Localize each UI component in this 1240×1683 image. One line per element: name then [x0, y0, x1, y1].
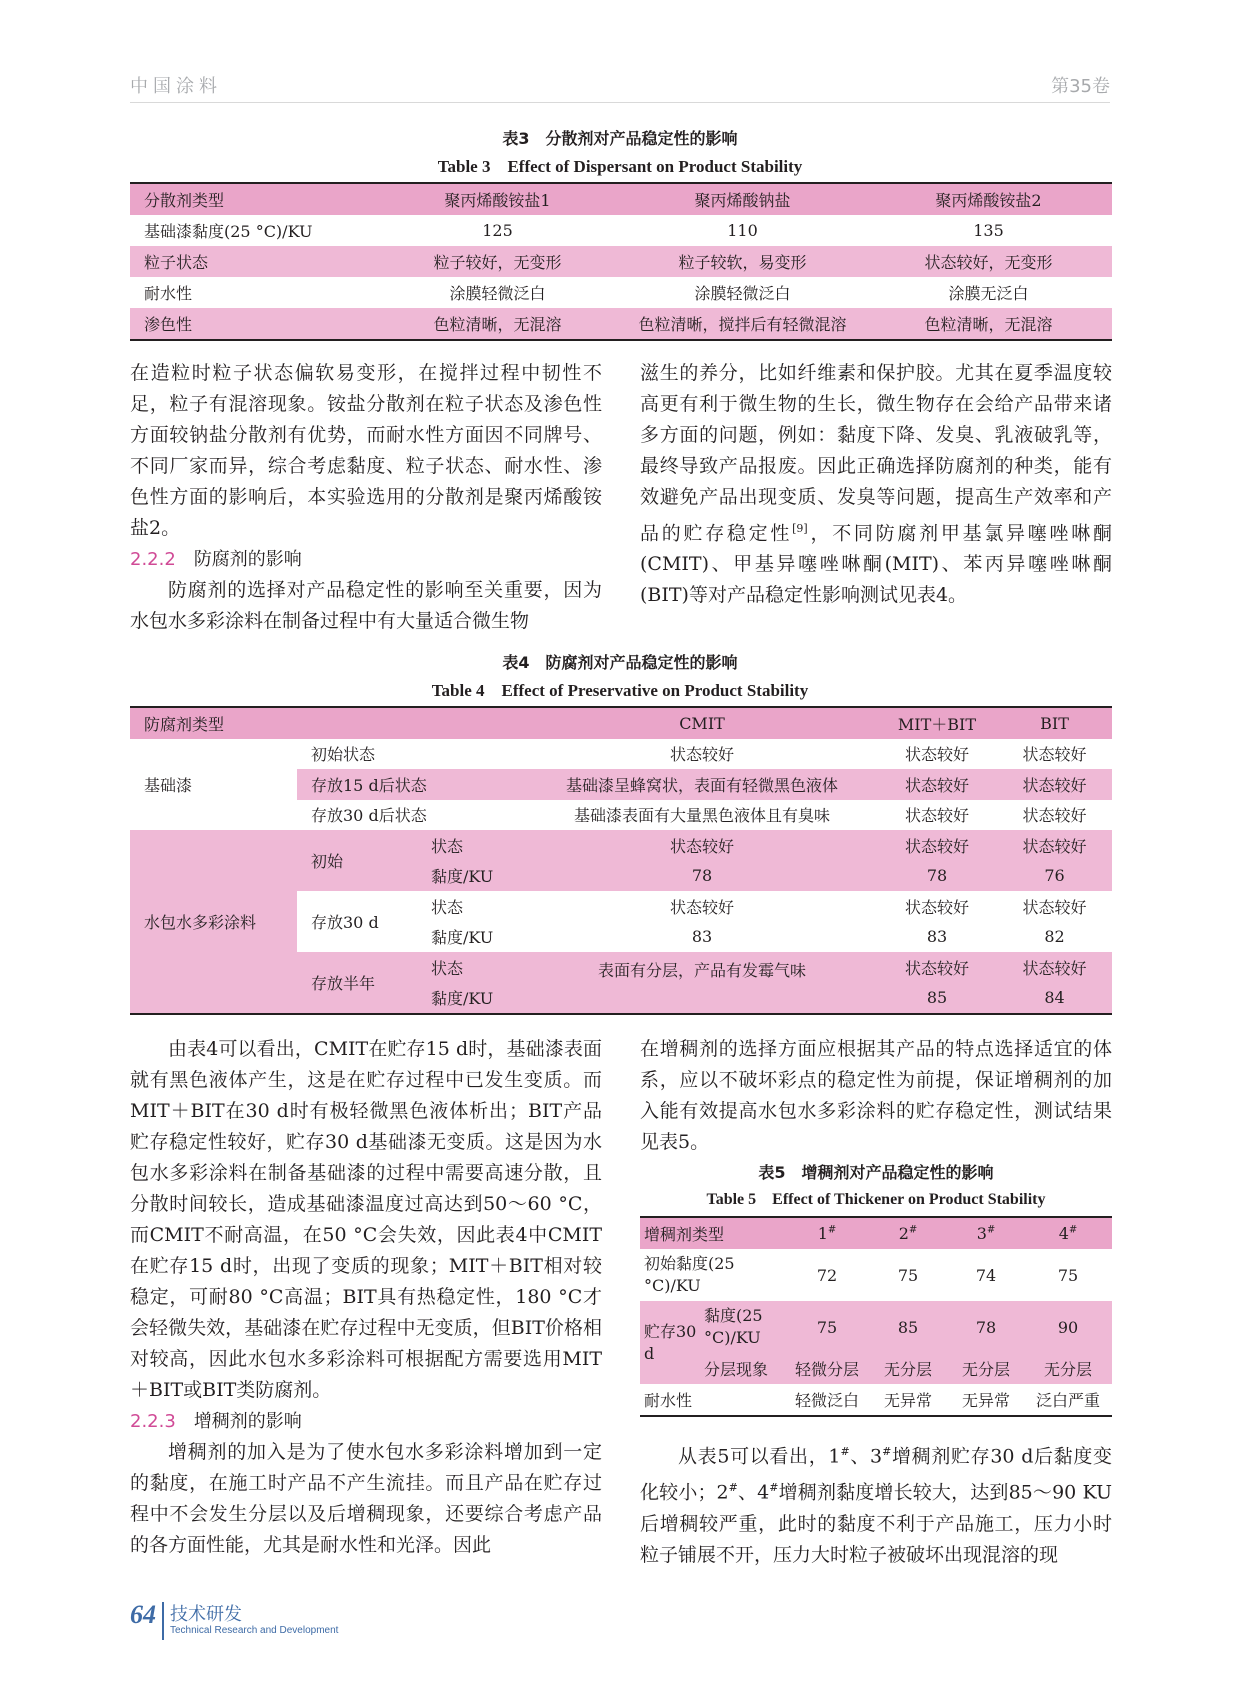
sup-mark: # [882, 1445, 892, 1458]
table-row [640, 1301, 1112, 1353]
row-label: 初始黏度(25 °C)/KU [644, 1254, 735, 1295]
text: 、3 [849, 1445, 883, 1468]
row-label: 初始状态 [311, 745, 376, 765]
paragraph [640, 358, 1112, 611]
row-label: 耐水性 [144, 284, 193, 303]
table-header-row [130, 707, 1112, 739]
cell: 色粒清晰，搅拌后有轻微混溶 [638, 315, 847, 334]
cell: 85 [897, 1317, 919, 1337]
cell: 状态较好 [1022, 958, 1087, 978]
text: 增稠剂黏度增长较大，达到85～90 KU后增稠较严重，此时的黏度不利于产品施工，压力小时粒子铺展不开，压力大时粒子被破坏出现混溶的现 [640, 1481, 1112, 1566]
cell: 75 [1057, 1265, 1079, 1285]
row-label: 存放30 d后状态 [311, 806, 427, 826]
row-label: 粒子状态 [144, 253, 209, 272]
cell: 状态较好 [904, 958, 969, 978]
header-cell: CMIT [679, 713, 725, 733]
cell: 75 [897, 1265, 919, 1285]
cell: 82 [1044, 927, 1065, 947]
cell: 状态较好 [1022, 836, 1087, 856]
cell: 83 [691, 927, 713, 947]
header-cell [786, 1217, 868, 1249]
text: ，不同防腐剂甲基氯异噻唑啉酮(CMIT)、甲基异噻唑啉酮(MIT)、苯丙异噻唑啉酮(BIT)等对产品稳定性影响测试见表4。 [640, 522, 1112, 607]
cell: 75 [816, 1317, 838, 1337]
cell: 无异常 [883, 1391, 932, 1410]
paragraph: 在造粒时粒子状态偏软易变形，在搅拌过程中韧性不足，粒子有混溶现象。铵盐分散剂在粒子状态及渗色性方面较钠盐分散剂有优势，而耐水性方面因不同牌号、不同厂家而异，综合考虑黏度、粒子状态、耐水性、渗色性方面的影响后，本实验选用的分散剂是聚丙烯酸铵盐2。 [130, 362, 602, 539]
cell: 粒子较软，易变形 [678, 253, 807, 272]
table-row [640, 1384, 1112, 1416]
citation: [9] [792, 522, 808, 535]
cell: 78 [926, 866, 948, 886]
row-label: 存放15 d后状态 [311, 775, 427, 795]
cell: 无分层 [1043, 1360, 1092, 1379]
header-cell: 聚丙烯酸钠盐 [694, 191, 791, 210]
cell: 135 [973, 221, 1004, 240]
page-number: 64 [130, 1600, 156, 1629]
section-number: 2.2.2 [130, 549, 176, 570]
cell: 状态较好 [1022, 745, 1087, 765]
row-label: 基础漆黏度(25 °C)/KU [144, 222, 313, 241]
sup-mark: # [769, 1481, 779, 1495]
table3-caption-cn: 表3 分散剂对产品稳定性的影响 [502, 129, 738, 148]
text: 从表5可以看出，1 [678, 1445, 841, 1468]
table-row [130, 215, 1112, 246]
cell: 色粒清晰，无混溶 [433, 315, 562, 334]
volume-label: 第35卷 [1051, 76, 1110, 97]
sup-mark: # [908, 1224, 918, 1236]
cell: 状态较好 [1022, 775, 1087, 795]
row-label: 黏度/KU [431, 989, 494, 1009]
row-label: 渗色性 [144, 315, 193, 334]
right-column-mid [640, 1034, 1112, 1158]
section-heading-2-2-2 [130, 544, 602, 575]
col-label: 1 [817, 1224, 828, 1243]
cell: 无异常 [961, 1391, 1010, 1410]
table3 [130, 182, 1112, 341]
cell: 76 [1044, 866, 1065, 886]
paragraph [640, 1436, 1112, 1571]
header-cell: 聚丙烯酸铵盐1 [444, 191, 551, 210]
cell: 无分层 [883, 1360, 932, 1379]
footer-section-en: Technical Research and Development [170, 1625, 339, 1636]
table4-caption-en: Table 4 Effect of Preservative on Product Stability [431, 681, 809, 700]
cell: 85 [926, 988, 948, 1008]
header-cell: 防腐剂类型 [144, 714, 225, 734]
table3-caption-en: Table 3 Effect of Dispersant on Product Stability [437, 157, 803, 176]
group-label: 贮存30 d [644, 1321, 697, 1363]
table-row [640, 1353, 1112, 1384]
cell: 状态较好，无变形 [924, 253, 1053, 272]
row-label: 黏度/KU [431, 867, 494, 887]
cell: 状态较好 [904, 836, 969, 856]
row-label: 黏度(25 °C)/KU [704, 1306, 763, 1347]
cell: 基础漆呈蜂窝状，表面有轻微黑色液体 [565, 775, 838, 795]
text: 增稠剂贮存30 d后黏度变化较小；2 [640, 1445, 1112, 1504]
cell: 状态较好 [1022, 806, 1087, 826]
row-label: 状态 [431, 836, 464, 856]
table-header-row [640, 1217, 1112, 1249]
cell: 状态较好 [904, 775, 969, 795]
col-label: 3 [976, 1224, 987, 1243]
table-row [130, 739, 1112, 770]
cell: 无分层 [961, 1360, 1010, 1379]
header-cell: BIT [1040, 713, 1069, 733]
cell: 涂膜无泛白 [948, 284, 1029, 303]
right-column-top [640, 358, 1112, 611]
sup-mark: # [986, 1224, 996, 1236]
cell: 泛白严重 [1035, 1391, 1100, 1410]
paragraph: 防腐剂的选择对产品稳定性的影响至关重要，因为水包水多彩涂料在制备过程中有大量适合微生物 [130, 579, 602, 632]
text: 滋生的养分，比如纤维素和保护胶。尤其在夏季温度较高更有利于微生物的生长，微生物存在会给产品带来诸多方面的问题，例如：黏度下降、发臭、乳液破乳等，最终导致产品报废。因此正确选择防腐剂的种类，能有效避免产品出现变质、发臭等问题，提高生产效率和产品的贮存稳定性 [640, 362, 1112, 545]
cell: 78 [691, 866, 713, 886]
header-cell: MIT＋BIT [897, 714, 977, 734]
row-label: 耐水性 [644, 1391, 693, 1410]
sup-mark: # [827, 1224, 837, 1236]
cell: 色粒清晰，无混溶 [924, 315, 1053, 334]
table-row [130, 308, 1112, 340]
cell: 90 [1057, 1317, 1079, 1337]
cell: 84 [1044, 988, 1065, 1008]
section-title: 防腐剂的影响 [193, 549, 302, 570]
header-cell [868, 1217, 948, 1249]
cell: 83 [926, 927, 948, 947]
table5-caption-cn: 表5 增稠剂对产品稳定性的影响 [758, 1163, 994, 1182]
table4 [130, 706, 1112, 1015]
table-row [130, 246, 1112, 277]
footer-section-cn: 技术研发 [170, 1604, 242, 1625]
cell: 表面有分层，产品有发霉气味 [597, 961, 806, 980]
sup-mark: # [1068, 1224, 1078, 1236]
cell: 状态较好 [669, 745, 734, 765]
footer-divider [162, 1602, 164, 1640]
header-cell: 聚丙烯酸铵盐2 [935, 191, 1042, 210]
right-column-bottom [640, 1436, 1112, 1571]
sup-mark: # [728, 1481, 738, 1495]
period-label: 存放30 d [311, 913, 379, 932]
row-label: 状态 [431, 897, 464, 917]
header-cell: 增稠剂类型 [644, 1225, 725, 1244]
paragraph: 由表4可以看出，CMIT在贮存15 d时，基础漆表面就有黑色液体产生，这是在贮存过程中已发生变质。而MIT＋BIT在30 d时有极轻微黑色液体析出；BIT产品贮存稳定性较好，贮存30 d基础漆无变质。这是因为水包水多彩涂料在制备基础漆的过程中需要高速分散，且分散时间较长，造成基础漆温度过高达到50～60 °C，而CMIT不耐高温，在50 °C会失效，因此表4中CMIT在贮存15 d时，出现了变质的现象；MIT＋BIT相对较稳定，可耐80 °C高温；BIT具有热稳定性，180 °C才会轻微失效，基础漆在贮存过程中无变质，但BIT价格相对较高，因此水包水多彩涂料可根据配方需要选用MIT＋BIT或BIT类防腐剂。 [130, 1038, 602, 1401]
cell: 涂膜轻微泛白 [694, 284, 791, 303]
table5-caption-en: Table 5 Effect of Thickener on Product Stability [706, 1191, 1046, 1208]
row-label: 状态 [431, 958, 464, 978]
paragraph: 在增稠剂的选择方面应根据其产品的特点选择适宜的体系，应以不破坏彩点的稳定性为前提，保证增稠剂的加入能有效提高水包水多彩涂料的贮存稳定性，测试结果见表5。 [640, 1038, 1112, 1153]
cell: 状态较好 [904, 745, 969, 765]
cell: 状态较好 [669, 836, 734, 856]
cell: 粒子较好，无变形 [433, 253, 562, 272]
col-label: 4 [1058, 1224, 1069, 1243]
section-title: 增稠剂的影响 [193, 1411, 302, 1432]
cell: 基础漆表面有大量黑色液体且有臭味 [573, 806, 830, 826]
section-number: 2.2.3 [130, 1411, 176, 1432]
cell: 状态较好 [904, 806, 969, 826]
table5 [640, 1216, 1112, 1417]
period-label: 初始 [311, 852, 344, 871]
header-cell [1024, 1217, 1112, 1249]
row-label: 黏度/KU [431, 928, 494, 948]
sup-mark: # [840, 1445, 850, 1458]
table-header-row [130, 183, 1112, 215]
cell: 78 [975, 1317, 997, 1337]
section-heading-2-2-3 [130, 1406, 602, 1437]
text: 、4 [737, 1481, 770, 1504]
cell: 状态较好 [1022, 897, 1087, 917]
group-label: 水包水多彩涂料 [130, 830, 297, 1014]
period-label: 存放半年 [311, 974, 376, 993]
row-label: 分层现象 [704, 1360, 769, 1379]
header-divider [130, 102, 1110, 103]
table4-caption-cn: 表4 防腐剂对产品稳定性的影响 [502, 653, 738, 672]
cell: 轻微分层 [794, 1360, 859, 1379]
left-column-top [130, 358, 602, 637]
cell: 涂膜轻微泛白 [449, 284, 546, 303]
cell: 74 [975, 1265, 997, 1285]
left-column-bottom [130, 1034, 602, 1561]
cell: 125 [482, 221, 513, 240]
table-row [130, 830, 1112, 861]
cell: 状态较好 [904, 897, 969, 917]
cell: 72 [816, 1265, 838, 1285]
group-label: 基础漆 [144, 775, 193, 795]
paragraph: 增稠剂的加入是为了使水包水多彩涂料增加到一定的黏度，在施工时产品不产生流挂。而且产品在贮存过程中不会发生分层以及后增稠现象，还要综合考虑产品的各方面性能，尤其是耐水性和光泽。因此 [130, 1441, 602, 1556]
cell: 110 [727, 221, 758, 240]
table-row [130, 277, 1112, 308]
header-cell: 分散剂类型 [144, 191, 225, 210]
cell: 状态较好 [669, 897, 734, 917]
col-label: 2 [898, 1224, 909, 1243]
table-row [640, 1249, 1112, 1301]
cell: 轻微泛白 [794, 1391, 859, 1410]
header-cell [948, 1217, 1024, 1249]
journal-name: 中国涂料 [130, 76, 222, 97]
